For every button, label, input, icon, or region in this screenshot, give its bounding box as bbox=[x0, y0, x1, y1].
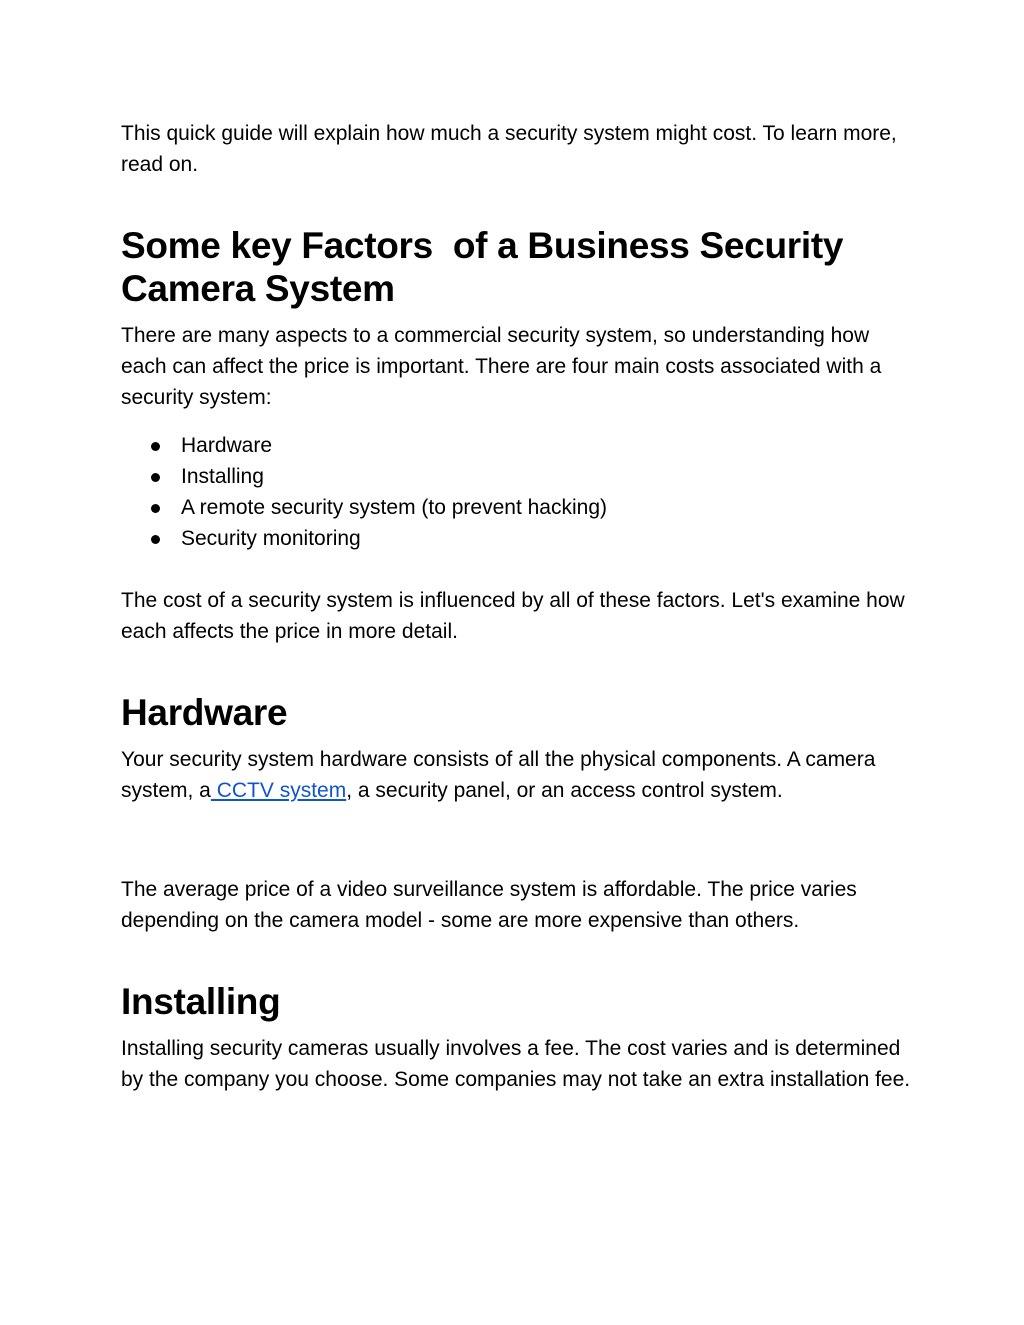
installing-heading: Installing bbox=[121, 981, 281, 1022]
bullet-icon bbox=[151, 535, 160, 544]
bullet-icon bbox=[151, 442, 160, 451]
list-item-label: A remote security system (to prevent hacking) bbox=[181, 496, 607, 519]
average-price-paragraph: The average price of a video surveillance system is affordable. The price varies depending on the camera model - some are more expensive than others. bbox=[121, 878, 857, 932]
intro-paragraph: This quick guide will explain how much a security system might cost. To learn more, read on. bbox=[121, 122, 897, 176]
list-item bbox=[121, 461, 911, 492]
factors-paragraph: There are many aspects to a commercial security system, so understanding how each can affect the price is important. There are four main costs associated with a security system: bbox=[121, 324, 882, 409]
list-item-label: Security monitoring bbox=[181, 527, 361, 550]
factors-summary-paragraph: The cost of a security system is influenced by all of these factors. Let's examine how each affects the price in more detail. bbox=[121, 589, 905, 643]
list-item-label: Hardware bbox=[181, 434, 273, 457]
cost-factors-list bbox=[121, 430, 911, 554]
hardware-text-after: , a security panel, or an access control system. bbox=[346, 779, 783, 802]
bullet-icon bbox=[151, 504, 160, 513]
bullet-icon bbox=[151, 473, 160, 482]
list-item bbox=[121, 492, 911, 523]
installing-paragraph: Installing security cameras usually involves a fee. The cost varies and is determined by the company you choose. Some companies may not take an extra installation fee. bbox=[121, 1037, 911, 1091]
document-page bbox=[121, 118, 911, 1095]
hardware-heading: Hardware bbox=[121, 692, 288, 733]
list-item bbox=[121, 430, 911, 461]
cctv-system-link[interactable]: CCTV system bbox=[210, 779, 347, 802]
hardware-paragraph bbox=[121, 744, 911, 806]
list-item bbox=[121, 523, 911, 554]
hardware-text-before: Your security system hardware consists of all the physical components. A camera system, a bbox=[121, 748, 882, 802]
factors-heading: Some key Factors of a Business Security Camera System bbox=[121, 225, 854, 309]
list-item-label: Installing bbox=[181, 465, 264, 488]
